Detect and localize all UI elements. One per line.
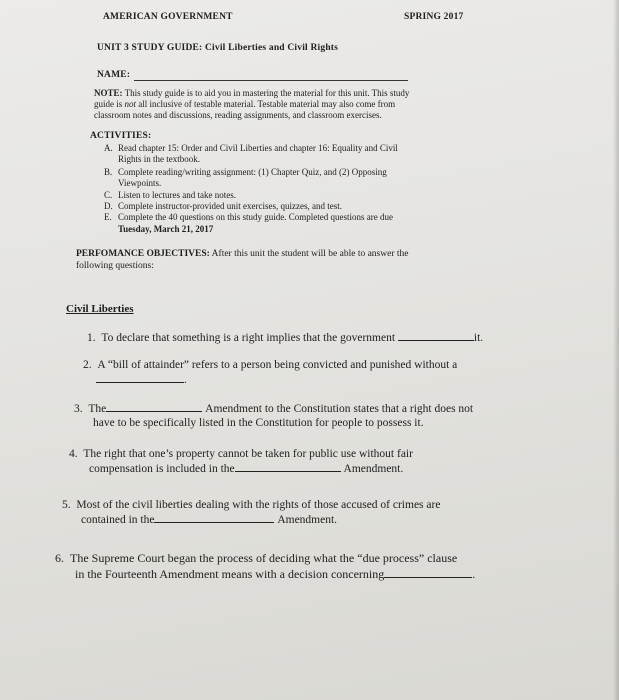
activities-heading: ACTIVITIES:	[90, 131, 152, 141]
note-line-2	[94, 99, 395, 110]
question-3-line-2: have to be specifically listed in the Constitution for people to possess it.	[93, 417, 424, 429]
question-text: A “bill of attainder” refers to a person being convicted and punished without a	[97, 359, 458, 371]
course-title: AMERICAN GOVERNMENT	[103, 12, 233, 22]
question-3	[74, 402, 473, 416]
question-text-mid: in the Fourteenth Amendment means with a decision concerning	[75, 567, 385, 581]
answer-blank[interactable]	[96, 373, 184, 383]
note-text-2a: guide is	[94, 99, 125, 109]
answer-blank[interactable]	[384, 568, 472, 578]
question-text: To declare that something is a right implies that the government	[101, 332, 396, 344]
question-text-end: .	[184, 374, 187, 386]
unit-title: UNIT 3 STUDY GUIDE: Civil Liberties and Civil Rights	[97, 43, 339, 53]
answer-blank[interactable]	[398, 331, 474, 341]
question-text: The right that one’s property cannot be taken for public use without fair	[83, 448, 413, 460]
activity-a-line-1: Read chapter 15: Order and Civil Liberties and chapter 16: Equality and Civil	[118, 143, 398, 153]
question-text-end: .	[472, 567, 476, 581]
note-line-1	[94, 88, 409, 99]
question-text: The Supreme Court began the process of deciding what the “due process” clause	[70, 551, 458, 565]
activity-letter-a: A.	[104, 143, 113, 153]
activity-c-line-1: Listen to lectures and take notes.	[118, 190, 236, 200]
activity-letter-c: C.	[104, 190, 113, 200]
question-number: 4.	[69, 448, 78, 460]
question-4-line-2	[89, 462, 403, 476]
objectives-line-1	[76, 249, 408, 259]
question-5	[62, 498, 440, 512]
name-blank[interactable]	[134, 80, 408, 81]
activity-e-due-date: Tuesday, March 21, 2017	[118, 224, 214, 234]
name-label: NAME:	[97, 70, 131, 80]
objectives-text-1: After this unit the student will be able to answer the	[209, 249, 409, 259]
question-6	[55, 551, 457, 565]
question-text-mid: Amendment to the Constitution states that a right does not	[205, 403, 474, 415]
question-6-line-2	[75, 567, 475, 581]
question-1	[87, 331, 483, 345]
term-label: SPRING 2017	[404, 12, 464, 22]
question-text-end: Amendment.	[277, 514, 338, 526]
question-number: 1.	[87, 332, 96, 344]
note-text-1: This study guide is to aid you in mastering the material for this unit. This study	[124, 88, 410, 98]
activity-letter-d: D.	[104, 201, 113, 211]
question-4	[69, 447, 413, 461]
note-text-2b: all inclusive of testable material. Testable material may also come from	[136, 99, 396, 109]
answer-blank[interactable]	[154, 513, 274, 523]
question-number: 2.	[83, 359, 92, 371]
activity-letter-b: B.	[104, 167, 113, 177]
question-text-mid: contained in the	[81, 514, 155, 526]
note-emphasis: not	[124, 99, 137, 109]
question-2	[83, 358, 457, 372]
question-number: 5.	[62, 499, 71, 511]
question-2-line-2	[96, 373, 187, 387]
objectives-line-2: following questions:	[76, 261, 154, 271]
question-text-end: it.	[473, 332, 484, 344]
note-line-3: classroom notes and discussions, reading assignments, and classroom exercises.	[94, 110, 382, 120]
note-label: NOTE:	[94, 88, 123, 98]
activity-d-line-1: Complete instructor-provided unit exercises, quizzes, and test.	[118, 201, 343, 211]
question-number: 6.	[55, 551, 64, 565]
answer-blank[interactable]	[235, 462, 341, 472]
answer-blank[interactable]	[106, 402, 202, 412]
activity-a-line-2: Rights in the textbook.	[118, 154, 200, 164]
question-text: Most of the civil liberties dealing with the rights of those accused of crimes are	[76, 499, 441, 511]
objectives-label: PERFOMANCE OBJECTIVES:	[76, 249, 210, 259]
question-text-end: Amendment.	[343, 463, 404, 475]
question-text: The	[88, 403, 107, 415]
section-title: Civil Liberties	[66, 303, 134, 315]
activity-b-line-2: Viewpoints.	[118, 178, 162, 188]
activity-b-line-1: Complete reading/writing assignment: (1) Chapter Quiz, and (2) Opposing	[118, 167, 387, 177]
question-number: 3.	[74, 403, 83, 415]
activity-e-line-1: Complete the 40 questions on this study guide. Completed questions are due	[118, 212, 393, 222]
question-5-line-2	[81, 513, 337, 527]
activity-letter-e: E.	[104, 212, 112, 222]
question-text-mid: compensation is included in the	[89, 463, 235, 475]
